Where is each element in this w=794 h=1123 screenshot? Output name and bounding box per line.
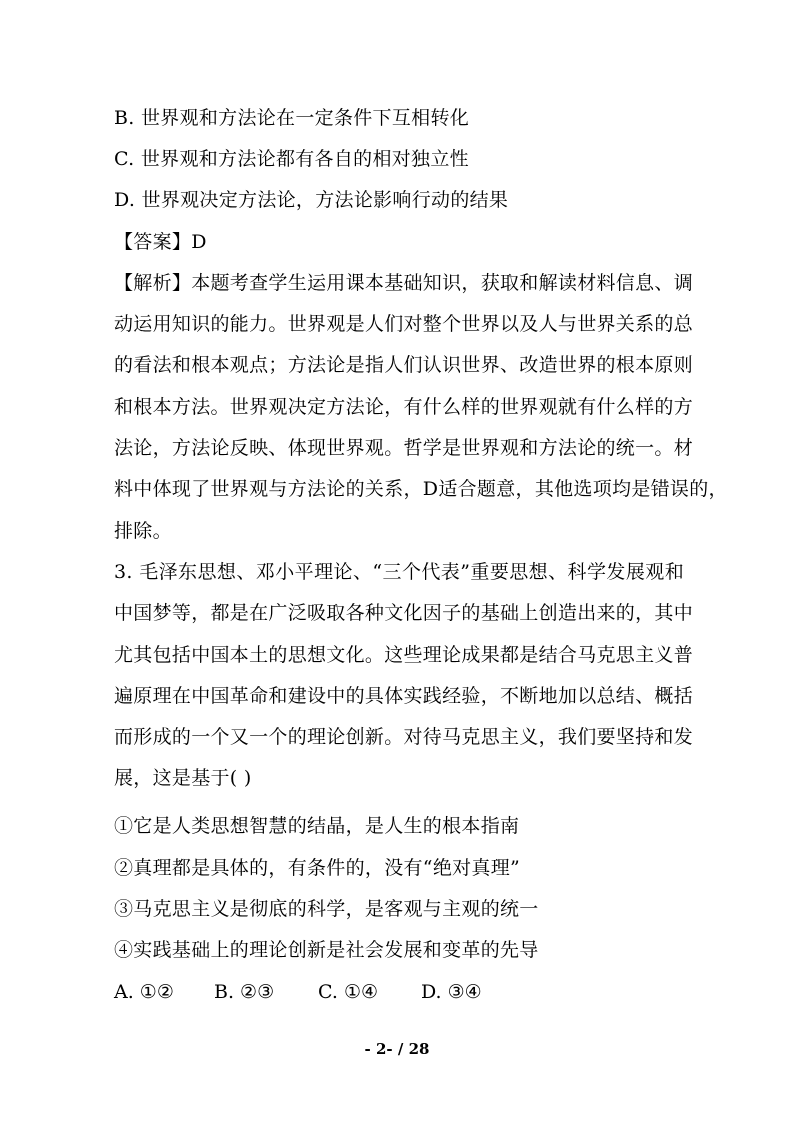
question3-line-1: 3. 毛泽东思想、邓小平理论、“三个代表”重要思想、科学发展观和 (114, 561, 684, 583)
option-b: B. 世界观和方法论在一定条件下互相转化 (114, 107, 470, 129)
question3-line-5: 而形成的一个又一个的理论创新。对待马克思主义，我们要坚持和发 (114, 726, 694, 748)
option-d: D. 世界观决定方法论，方法论影响行动的结果 (114, 189, 509, 211)
question3-line-6: 展，这是基于( ) (114, 767, 252, 789)
analysis-line-2: 动运用知识的能力。世界观是人们对整个世界以及人与世界关系的总 (114, 313, 694, 335)
question3-choices (114, 980, 684, 1004)
statement-1: ①它是人类思想智慧的结晶，是人生的根本指南 (114, 815, 520, 837)
choice-c: C. ①④ (318, 981, 379, 1003)
option-c: C. 世界观和方法论都有各自的相对独立性 (114, 148, 469, 170)
analysis-line-6: 料中体现了世界观与方法论的关系，D适合题意，其他选项均是错误的， (114, 478, 728, 500)
statement-2: ②真理都是具体的，有条件的，没有“绝对真理” (114, 857, 521, 879)
choice-b: B. ②③ (214, 981, 275, 1003)
statement-4: ④实践基础上的理论创新是社会发展和变革的先导 (114, 939, 539, 961)
analysis-line-7: 排除。 (114, 520, 172, 542)
analysis-line-5: 法论，方法论反映、体现世界观。哲学是世界观和方法论的统一。材 (114, 437, 694, 459)
statement-3: ③马克思主义是彻底的科学，是客观与主观的统一 (114, 898, 539, 920)
question3-line-2: 中国梦等，都是在广泛吸取各种文化因子的基础上创造出来的，其中 (114, 602, 694, 624)
analysis-line-4: 和根本方法。世界观决定方法论，有什么样的世界观就有什么样的方 (114, 396, 694, 418)
analysis-line-1: 【解析】本题考查学生运用课本基础知识，获取和解读材料信息、调 (114, 272, 694, 294)
analysis-line-3: 的看法和根本观点；方法论是指人们认识世界、改造世界的根本原则 (114, 354, 694, 376)
page-number: - 2- / 28 (364, 1040, 430, 1058)
answer-line: 【答案】D (114, 231, 207, 253)
question3-line-3: 尤其包括中国本土的思想文化。这些理论成果都是结合马克思主义普 (114, 644, 694, 666)
choice-d: D. ③④ (421, 981, 482, 1003)
choice-a: A. ①② (114, 981, 174, 1003)
question3-line-4: 遍原理在中国革命和建设中的具体实践经验，不断地加以总结、概括 (114, 685, 694, 707)
